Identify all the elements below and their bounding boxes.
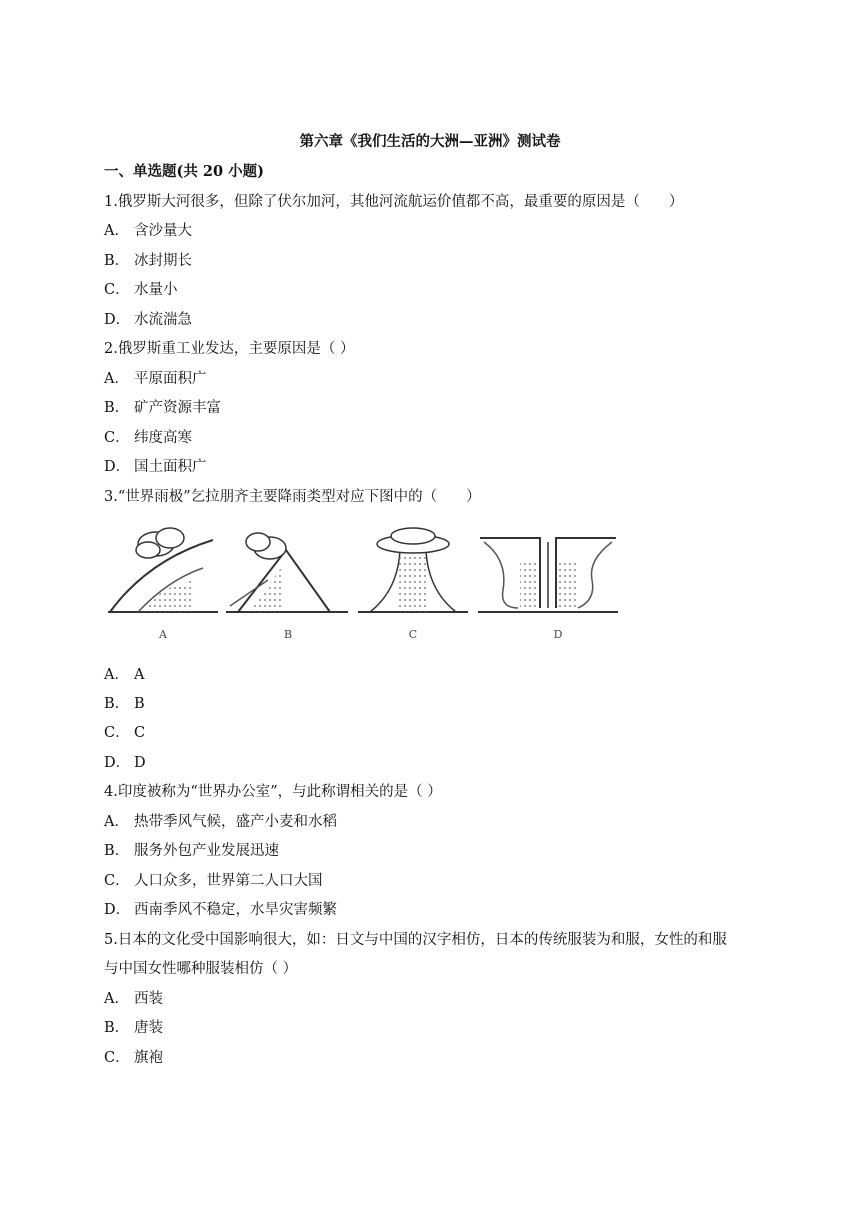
question-3-option-d: D． D	[104, 755, 146, 771]
convective-rain-diagram	[358, 528, 468, 612]
question-1-option-a: A． 含沙量大	[104, 223, 192, 239]
question-4-option-c: C． 人口众多，世界第二人口大国	[104, 873, 323, 889]
figure-label-b: B	[283, 628, 293, 641]
orographic-rain-diagram	[226, 533, 348, 612]
question-2-option-c: C． 纬度高寒	[104, 430, 192, 446]
question-1-stem: 1.俄罗斯大河很多，但除了伏尔加河，其他河流航运价值都不高，最重要的原因是（ ）	[104, 194, 684, 210]
question-1-option-c: C． 水量小	[104, 282, 178, 298]
question-4-option-b: B． 服务外包产业发展迅速	[104, 843, 279, 859]
question-5-option-a: A． 西装	[104, 991, 163, 1007]
figure-label-d: D	[553, 628, 563, 641]
question-3-option-a: A． A	[104, 667, 145, 683]
question-3-option-c: C． C	[104, 725, 146, 741]
question-1-option-b: B． 冰封期长	[104, 253, 192, 269]
question-3-stem: 3.“世界雨极”乞拉朋齐主要降雨类型对应下图中的（ ）	[104, 489, 481, 505]
question-5-stem-continued: 与中国女性哪种服装相仿（ ）	[104, 961, 298, 977]
question-4-stem: 4.印度被称为“世界办公室”，与此称谓相关的是（ ）	[104, 784, 442, 800]
rainfall-types-figure	[108, 520, 628, 650]
frontal-rain-diagram	[108, 528, 218, 612]
question-2-stem: 2.俄罗斯重工业发达，主要原因是（ ）	[104, 341, 355, 357]
question-5-option-b: B． 唐装	[104, 1020, 163, 1036]
question-5-option-c: C． 旗袍	[104, 1050, 163, 1066]
question-5-stem: 5.日本的文化受中国影响很大，如：日文与中国的汉字相仿，日本的传统服装为和服，女性的和服	[104, 932, 727, 948]
question-2-option-b: B． 矿产资源丰富	[104, 400, 221, 416]
question-2-option-d: D． 国土面积广	[104, 459, 207, 475]
figure-label-c: C	[408, 628, 418, 641]
page-title: 第六章《我们生活的大洲—亚洲》测试卷	[299, 133, 561, 150]
cyclonic-rain-diagram	[478, 538, 618, 612]
question-4-option-a: A． 热带季风气候，盛产小麦和水稻	[104, 814, 337, 830]
question-2-option-a: A． 平原面积广	[104, 371, 207, 387]
section-heading: 一、单选题(共 20 小题)	[104, 163, 264, 180]
question-4-option-d: D． 西南季风不稳定，水旱灾害频繁	[104, 902, 337, 918]
question-3-option-b: B． B	[104, 696, 145, 712]
question-1-option-d: D． 水流湍急	[104, 312, 192, 328]
figure-label-a: A	[159, 628, 167, 641]
